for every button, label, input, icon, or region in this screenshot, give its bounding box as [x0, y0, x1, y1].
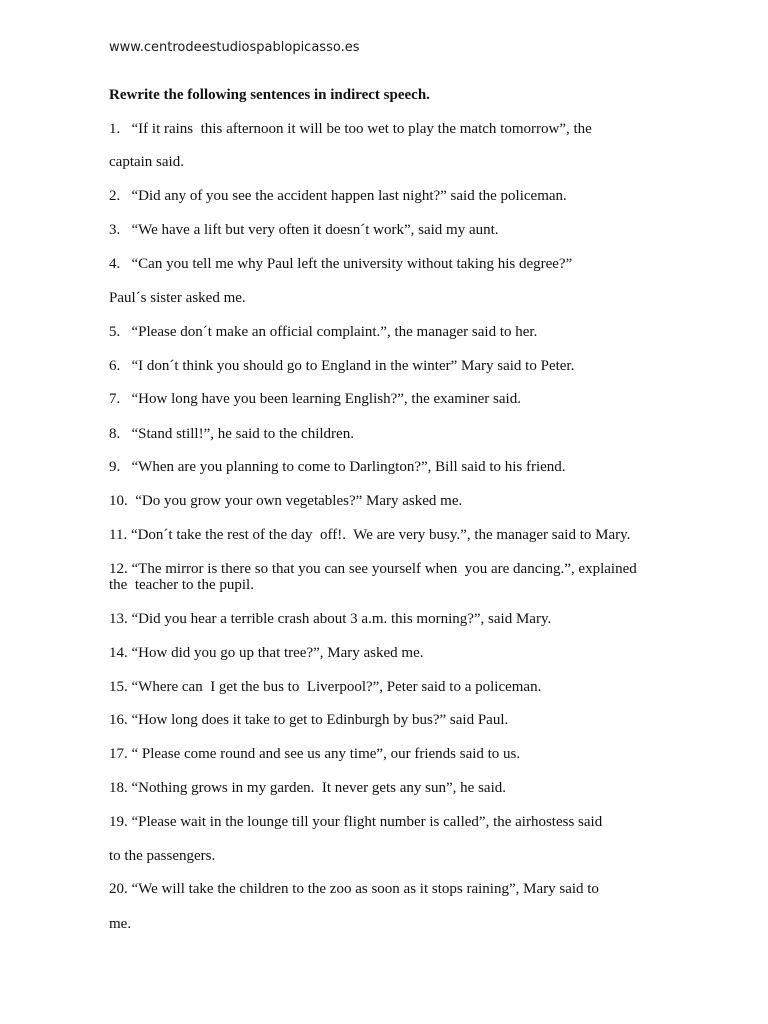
sentence-7: 7. “How long have you been learning English?”, the examiner said.	[109, 391, 521, 407]
sentence-9: 9. “When are you planning to come to Darlington?”, Bill said to his friend.	[109, 459, 566, 475]
sentence-15: 15. “Where can I get the bus to Liverpool?”, Peter said to a policeman.	[109, 679, 542, 695]
sentence-4-continued: Paul´s sister asked me.	[109, 290, 246, 306]
sentence-12-continued: the teacher to the pupil.	[109, 577, 254, 593]
sentence-1: 1. “If it rains this afternoon it will be too wet to play the match tomorrow”, the	[109, 121, 592, 137]
sentence-12: 12. “The mirror is there so that you can see yourself when you are dancing.”, explained	[109, 561, 637, 577]
sentence-14: 14. “How did you go up that tree?”, Mary asked me.	[109, 645, 424, 661]
sentence-6: 6. “I don´t think you should go to England in the winter” Mary said to Peter.	[109, 358, 575, 374]
sentence-20: 20. “We will take the children to the zoo as soon as it stops raining”, Mary said to	[109, 881, 599, 897]
sentence-19: 19. “Please wait in the lounge till your flight number is called”, the airhostess said	[109, 814, 603, 830]
sentence-13: 13. “Did you hear a terrible crash about 3 a.m. this morning?”, said Mary.	[109, 611, 552, 627]
sentence-11: 11. “Don´t take the rest of the day off!. We are very busy.”, the manager said to Mary.	[109, 527, 631, 543]
sentence-17: 17. “ Please come round and see us any time”, our friends said to us.	[109, 746, 521, 762]
sentence-18: 18. “Nothing grows in my garden. It never gets any sun”, he said.	[109, 780, 506, 796]
sentence-10: 10. “Do you grow your own vegetables?” Mary asked me.	[109, 493, 463, 509]
sentence-1-continued: captain said.	[109, 154, 184, 170]
sentence-16: 16. “How long does it take to get to Edinburgh by bus?” said Paul.	[109, 712, 509, 728]
sentence-4: 4. “Can you tell me why Paul left the university without taking his degree?”	[109, 256, 573, 272]
sentence-19-continued: to the passengers.	[109, 848, 216, 864]
sentence-20-continued: me.	[109, 916, 132, 932]
sentence-3: 3. “We have a lift but very often it doesn´t work”, said my aunt.	[109, 222, 499, 238]
sentence-8: 8. “Stand still!”, he said to the children.	[109, 426, 354, 442]
exercise-title: Rewrite the following sentences in indirect speech.	[109, 87, 430, 103]
sentence-2: 2. “Did any of you see the accident happen last night?” said the policeman.	[109, 188, 567, 204]
header-url: www.centrodeestudiospablopicasso.es	[109, 40, 360, 55]
sentence-5: 5. “Please don´t make an official complaint.”, the manager said to her.	[109, 324, 538, 340]
